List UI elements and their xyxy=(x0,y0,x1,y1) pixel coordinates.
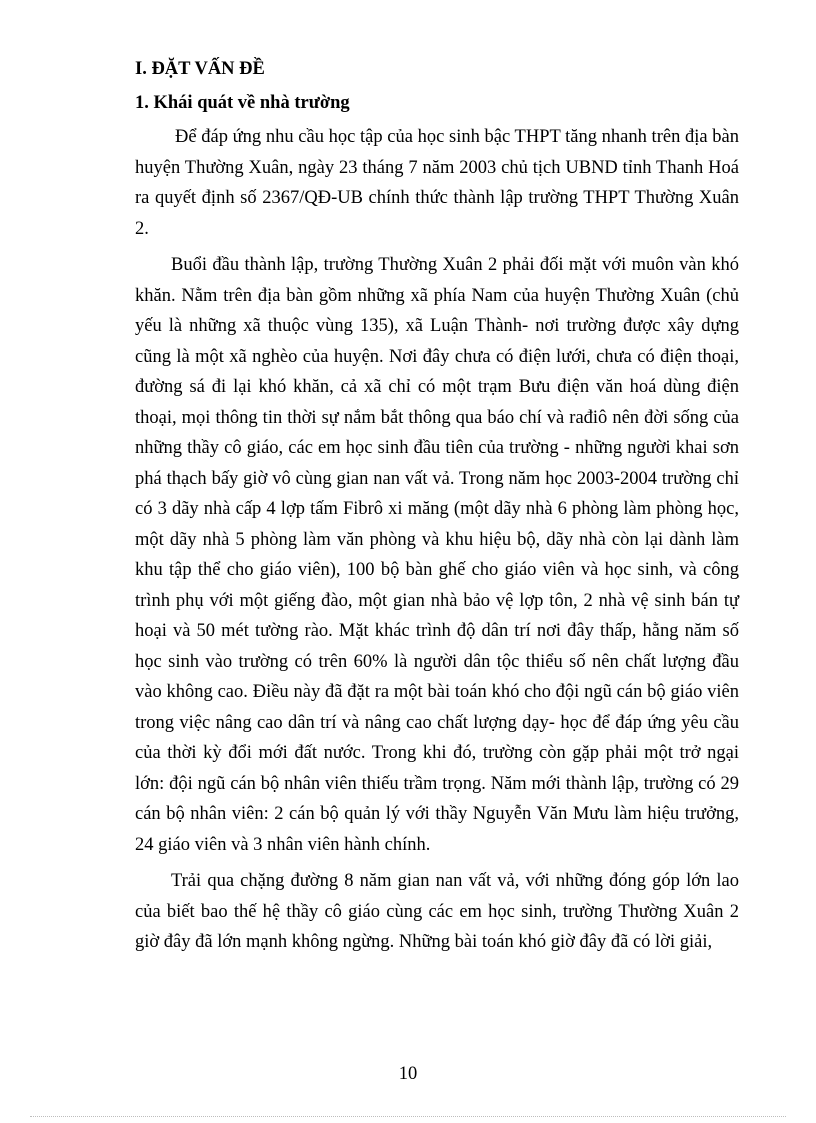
page-number: 10 xyxy=(398,1064,418,1084)
paragraph-2: Buổi đầu thành lập, trường Thường Xuân 2 phải đối mặt với muôn vàn khó khăn. Nằm trên địa bàn gồm những xã phía Nam của huyện Thường Xuân (chủ yếu là những xã thuộc vùng 135), xã Luận Thành- nơi trường được xây dựng cũng là một xã nghèo của huyện. Nơi đây chưa có điện lưới, chưa có điện thoại, đường sá đi lại khó khăn, cả xã chỉ có một trạm Bưu điện văn hoá dùng điện thoại, mọi thông tin thời sự nắm bắt thông qua báo chí và rađiô nên đời sống của những thầy cô giáo, các em học sinh đầu tiên của trường - những người khai sơn phá thạch bấy giờ vô cùng gian nan vất vả. Trong năm học 2003-2004 trường chỉ có 3 dãy nhà cấp 4 lợp tấm Fibrô xi măng (một dãy nhà 6 phòng làm phòng học, một dãy nhà 5 phòng làm văn phòng và khu hiệu bộ, dãy nhà còn lại dành làm khu tập thể cho giáo viên), 100 bộ bàn ghế cho giáo viên và học sinh, và công trình phụ với một giếng đào, một gian nhà bảo vệ lợp tôn, 2 nhà vệ sinh bán tự hoại và 50 mét tường rào. Mặt khác trình độ dân trí nơi đây thấp, hằng năm số học sinh vào trường có trên 60% là người dân tộc thiểu số nên chất lượng đầu vào không cao. Điều này đã đặt ra một bài toán khó cho đội ngũ cán bộ giáo viên trong việc nâng cao dân trí và nâng cao chất lượng dạy- học để đáp ứng yêu cầu của thời kỳ đổi mới đất nước. Trong khi đó, trường còn gặp phải một trở ngại lớn: đội ngũ cán bộ nhân viên thiếu trầm trọng. Năm mới thành lập, trường có 29 cán bộ nhân viên: 2 cán bộ quản lý với thầy Nguyễn Văn Mưu làm hiệu trưởng, 24 giáo viên và 3 nhân viên hành chính. xyxy=(135,255,739,855)
paragraph-1: Để đáp ứng nhu cầu học tập của học sinh bậc THPT tăng nhanh trên địa bàn huyện Thường Xuân, ngày 23 tháng 7 năm 2003 chủ tịch UBND tỉnh Thanh Hoá ra quyết định số 2367/QĐ-UB chính thức thành lập trường THPT Thường Xuân 2. xyxy=(135,127,739,239)
page-bottom-border xyxy=(30,1116,786,1117)
section-title: I. ĐẶT VẤN ĐỀ xyxy=(135,59,265,79)
document-body xyxy=(135,52,739,958)
paragraph-3: Trải qua chặng đường 8 năm gian nan vất vả, với những đóng góp lớn lao của biết bao thế hệ thầy cô giáo cùng các em học sinh, trường Thường Xuân 2 giờ đây đã lớn mạnh không ngừng. Những bài toán khó giờ đây đã có lời giải, xyxy=(135,871,739,952)
subsection-title: 1. Khái quát về nhà trường xyxy=(135,93,350,113)
